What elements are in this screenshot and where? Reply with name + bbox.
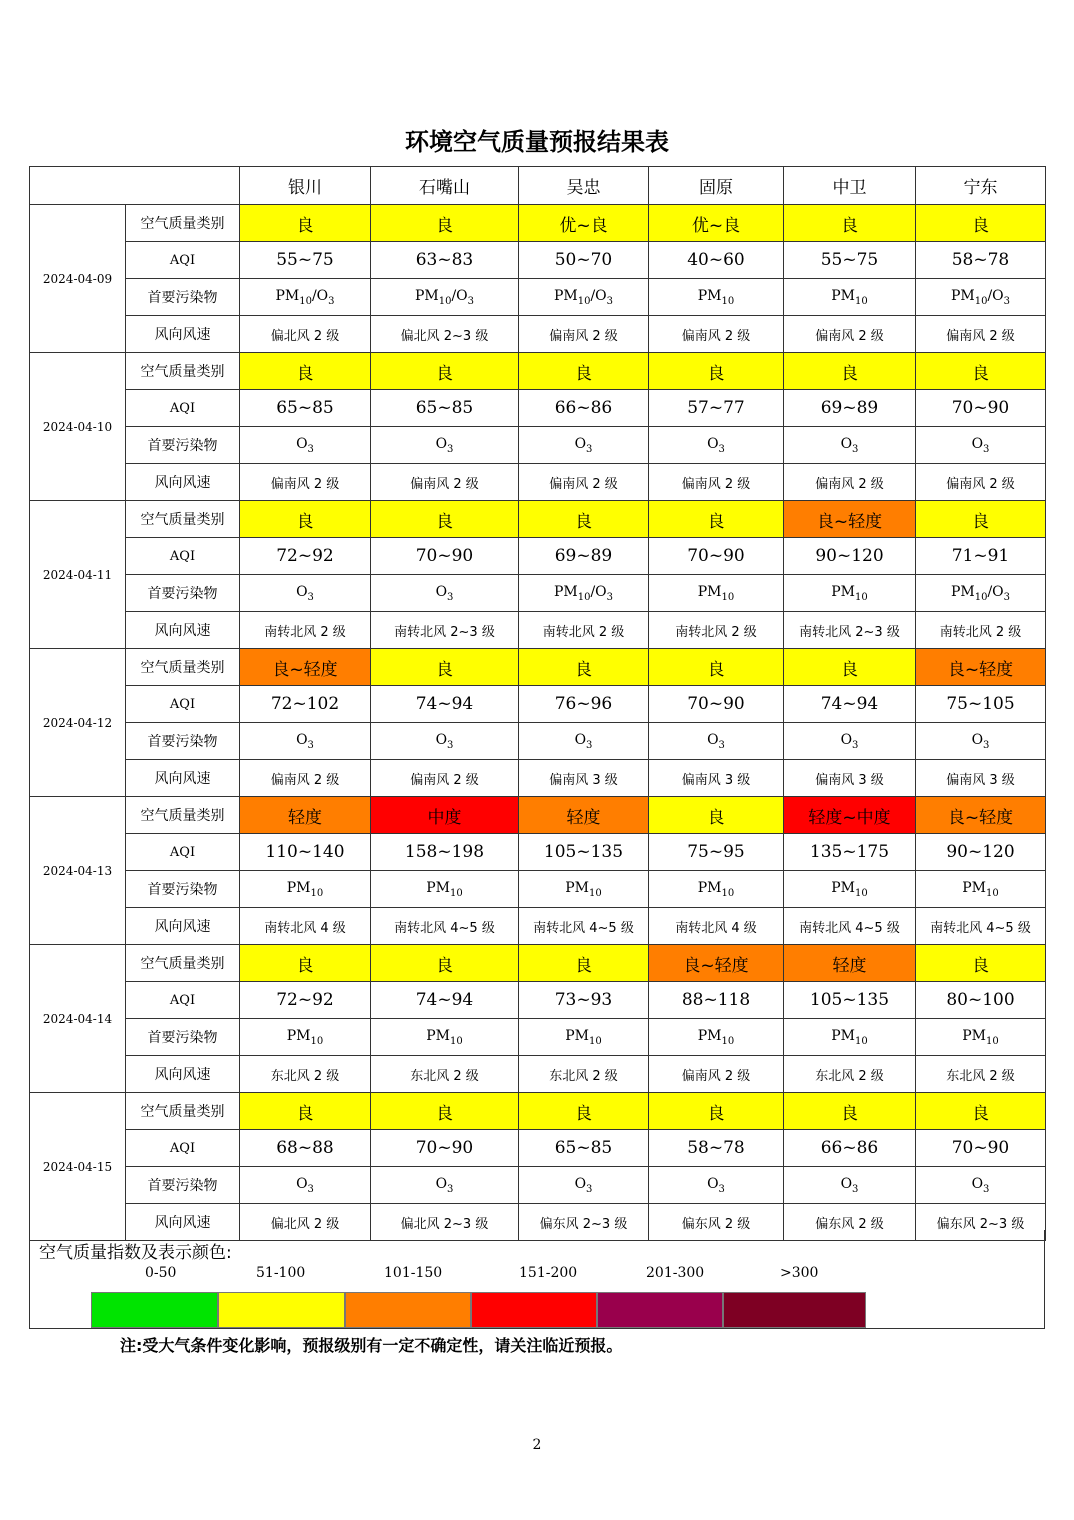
aqi-cell: 73~93 — [519, 982, 649, 1019]
forecast-row — [30, 834, 1046, 871]
aqi-cell: 70~90 — [916, 390, 1046, 427]
aqi-cell: 69~89 — [784, 390, 916, 427]
category-cell: 良 — [916, 945, 1046, 982]
legend-swatch — [471, 1292, 597, 1328]
category-cell: 良 — [240, 1093, 371, 1130]
category-cell: 良 — [784, 1093, 916, 1130]
wind-cell: 偏东风 2~3 级 — [916, 1204, 1046, 1241]
forecast-row — [30, 427, 1046, 464]
city-header: 中卫 — [784, 167, 916, 205]
row-label-pollutant: 首要污染物 — [126, 871, 240, 908]
corner-cell — [30, 167, 240, 205]
wind-cell: 南转北风 4~5 级 — [784, 908, 916, 945]
pollutant-cell: $PM_{10}$ — [916, 871, 1046, 908]
pollutant-cell: $PM_{10}/O_3$ — [519, 575, 649, 612]
legend-range-label: 101-150 — [384, 1265, 443, 1281]
category-cell: 优~良 — [519, 205, 649, 242]
category-cell: 良 — [519, 501, 649, 538]
aqi-cell: 74~94 — [371, 686, 519, 723]
category-cell: 良 — [240, 353, 371, 390]
wind-cell: 南转北风 2~3 级 — [784, 612, 916, 649]
aqi-cell: 65~85 — [240, 390, 371, 427]
forecast-row — [30, 205, 1046, 242]
wind-cell: 南转北风 4~5 级 — [371, 908, 519, 945]
forecast-row — [30, 1093, 1046, 1130]
forecast-row — [30, 279, 1046, 316]
pollutant-cell: $PM_{10}$ — [519, 1019, 649, 1056]
forecast-row — [30, 612, 1046, 649]
category-cell: 良 — [649, 501, 784, 538]
row-label-wind: 风向风速 — [126, 464, 240, 501]
date-cell: 2024-04-09 — [30, 205, 126, 353]
pollutant-cell: $O_3$ — [240, 723, 371, 760]
category-cell: 良 — [519, 353, 649, 390]
aqi-cell: 70~90 — [371, 538, 519, 575]
legend-swatch — [91, 1292, 218, 1328]
pollutant-cell: $O_3$ — [519, 427, 649, 464]
pollutant-cell: $PM_{10}/O_3$ — [371, 279, 519, 316]
date-cell: 2024-04-13 — [30, 797, 126, 945]
row-label-category: 空气质量类别 — [126, 1093, 240, 1130]
wind-cell: 东北风 2 级 — [519, 1056, 649, 1093]
row-label-aqi: AQI — [126, 982, 240, 1019]
row-label-aqi: AQI — [126, 686, 240, 723]
date-cell: 2024-04-12 — [30, 649, 126, 797]
wind-cell: 东北风 2 级 — [371, 1056, 519, 1093]
disclaimer-note: 注:受大气条件变化影响，预报级别有一定不确定性，请关注临近预报。 — [120, 1336, 623, 1355]
aqi-cell: 69~89 — [519, 538, 649, 575]
forecast-row — [30, 1056, 1046, 1093]
wind-cell: 偏北风 2 级 — [240, 1204, 371, 1241]
forecast-row — [30, 1167, 1046, 1204]
aqi-cell: 70~90 — [371, 1130, 519, 1167]
pollutant-cell: $PM_{10}$ — [371, 1019, 519, 1056]
aqi-cell: 158~198 — [371, 834, 519, 871]
category-cell: 良 — [649, 1093, 784, 1130]
legend-swatch — [345, 1292, 471, 1328]
city-header: 石嘴山 — [371, 167, 519, 205]
category-cell: 良~轻度 — [240, 649, 371, 686]
row-label-aqi: AQI — [126, 538, 240, 575]
row-label-wind: 风向风速 — [126, 1056, 240, 1093]
aqi-cell: 135~175 — [784, 834, 916, 871]
row-label-aqi: AQI — [126, 242, 240, 279]
forecast-row — [30, 390, 1046, 427]
category-cell: 良 — [649, 797, 784, 834]
wind-cell: 偏南风 2 级 — [784, 316, 916, 353]
forecast-row — [30, 871, 1046, 908]
category-cell: 良 — [784, 205, 916, 242]
row-label-aqi: AQI — [126, 834, 240, 871]
aqi-cell: 72~92 — [240, 982, 371, 1019]
aqi-cell: 105~135 — [784, 982, 916, 1019]
pollutant-cell: $O_3$ — [916, 1167, 1046, 1204]
row-label-wind: 风向风速 — [126, 908, 240, 945]
forecast-body — [30, 205, 1046, 1241]
wind-cell: 偏南风 2 级 — [371, 464, 519, 501]
category-cell: 优~良 — [649, 205, 784, 242]
city-header: 宁东 — [916, 167, 1046, 205]
forecast-row — [30, 575, 1046, 612]
category-cell: 轻度 — [519, 797, 649, 834]
aqi-cell: 70~90 — [916, 1130, 1046, 1167]
aqi-cell: 65~85 — [519, 1130, 649, 1167]
wind-cell: 偏南风 2 级 — [649, 464, 784, 501]
aqi-cell: 55~75 — [240, 242, 371, 279]
category-cell: 中度 — [371, 797, 519, 834]
category-cell: 良 — [916, 1093, 1046, 1130]
category-cell: 良 — [371, 501, 519, 538]
aqi-cell: 88~118 — [649, 982, 784, 1019]
pollutant-cell: $O_3$ — [784, 427, 916, 464]
forecast-row — [30, 242, 1046, 279]
category-cell: 良 — [371, 1093, 519, 1130]
forecast-table — [29, 166, 1046, 1241]
legend-range-label: 0-50 — [145, 1265, 177, 1281]
forecast-row — [30, 1019, 1046, 1056]
aqi-cell: 66~86 — [784, 1130, 916, 1167]
category-cell: 良 — [519, 945, 649, 982]
row-label-wind: 风向风速 — [126, 1204, 240, 1241]
pollutant-cell: $O_3$ — [784, 1167, 916, 1204]
wind-cell: 偏南风 2 级 — [784, 464, 916, 501]
date-cell: 2024-04-10 — [30, 353, 126, 501]
aqi-cell: 40~60 — [649, 242, 784, 279]
wind-cell: 偏南风 2 级 — [519, 464, 649, 501]
category-cell: 良 — [240, 945, 371, 982]
wind-cell: 偏东风 2 级 — [649, 1204, 784, 1241]
pollutant-cell: $O_3$ — [649, 427, 784, 464]
pollutant-cell: $O_3$ — [916, 723, 1046, 760]
forecast-row — [30, 649, 1046, 686]
forecast-row — [30, 1130, 1046, 1167]
aqi-cell: 75~105 — [916, 686, 1046, 723]
row-label-pollutant: 首要污染物 — [126, 723, 240, 760]
aqi-cell: 68~88 — [240, 1130, 371, 1167]
category-cell: 良~轻度 — [649, 945, 784, 982]
row-label-wind: 风向风速 — [126, 760, 240, 797]
wind-cell: 南转北风 4 级 — [649, 908, 784, 945]
wind-cell: 偏南风 2 级 — [916, 316, 1046, 353]
pollutant-cell: $PM_{10}$ — [649, 279, 784, 316]
row-label-pollutant: 首要污染物 — [126, 279, 240, 316]
legend-swatch — [597, 1292, 723, 1328]
forecast-row — [30, 316, 1046, 353]
aqi-cell: 58~78 — [649, 1130, 784, 1167]
pollutant-cell: $O_3$ — [649, 1167, 784, 1204]
wind-cell: 南转北风 2 级 — [916, 612, 1046, 649]
wind-cell: 南转北风 4~5 级 — [519, 908, 649, 945]
date-cell: 2024-04-14 — [30, 945, 126, 1093]
wind-cell: 南转北风 2 级 — [519, 612, 649, 649]
pollutant-cell: $O_3$ — [916, 427, 1046, 464]
pollutant-cell: $PM_{10}$ — [784, 575, 916, 612]
pollutant-cell: $O_3$ — [519, 1167, 649, 1204]
forecast-row — [30, 723, 1046, 760]
pollutant-cell: $O_3$ — [649, 723, 784, 760]
pollutant-cell: $O_3$ — [240, 427, 371, 464]
pollutant-cell: $PM_{10}$ — [784, 279, 916, 316]
forecast-row — [30, 945, 1046, 982]
category-cell: 良 — [371, 945, 519, 982]
wind-cell: 偏南风 3 级 — [916, 760, 1046, 797]
wind-cell: 偏南风 2 级 — [519, 316, 649, 353]
legend-swatch — [218, 1292, 345, 1328]
aqi-cell: 74~94 — [371, 982, 519, 1019]
wind-cell: 偏南风 2 级 — [916, 464, 1046, 501]
forecast-row — [30, 686, 1046, 723]
city-header: 固原 — [649, 167, 784, 205]
aqi-cell: 75~95 — [649, 834, 784, 871]
aqi-cell: 57~77 — [649, 390, 784, 427]
category-cell: 良 — [649, 649, 784, 686]
wind-cell: 偏东风 2 级 — [784, 1204, 916, 1241]
city-header: 银川 — [240, 167, 371, 205]
row-label-category: 空气质量类别 — [126, 501, 240, 538]
aqi-cell: 80~100 — [916, 982, 1046, 1019]
forecast-row — [30, 464, 1046, 501]
category-cell: 轻度 — [784, 945, 916, 982]
pollutant-cell: $PM_{10}$ — [649, 1019, 784, 1056]
pollutant-cell: $PM_{10}$ — [519, 871, 649, 908]
pollutant-cell: $O_3$ — [371, 427, 519, 464]
aqi-cell: 72~102 — [240, 686, 371, 723]
aqi-cell: 70~90 — [649, 538, 784, 575]
pollutant-cell: $PM_{10}$ — [240, 1019, 371, 1056]
wind-cell: 偏南风 3 级 — [519, 760, 649, 797]
aqi-cell: 71~91 — [916, 538, 1046, 575]
pollutant-cell: $PM_{10}/O_3$ — [916, 575, 1046, 612]
wind-cell: 偏北风 2 级 — [240, 316, 371, 353]
category-cell: 良 — [784, 353, 916, 390]
category-cell: 良 — [784, 649, 916, 686]
forecast-row — [30, 538, 1046, 575]
forecast-row — [30, 982, 1046, 1019]
date-cell: 2024-04-11 — [30, 501, 126, 649]
category-cell: 良 — [371, 649, 519, 686]
page-title: 环境空气质量预报结果表 — [405, 128, 669, 156]
legend-title: 空气质量指数及表示颜色: — [39, 1243, 232, 1263]
pollutant-cell: $O_3$ — [519, 723, 649, 760]
pollutant-cell: $PM_{10}$ — [649, 575, 784, 612]
aqi-cell: 63~83 — [371, 242, 519, 279]
row-label-aqi: AQI — [126, 1130, 240, 1167]
wind-cell: 南转北风 2~3 级 — [371, 612, 519, 649]
wind-cell: 偏南风 3 级 — [649, 760, 784, 797]
category-cell: 轻度 — [240, 797, 371, 834]
wind-cell: 偏南风 2 级 — [240, 464, 371, 501]
wind-cell: 偏南风 2 级 — [371, 760, 519, 797]
row-label-category: 空气质量类别 — [126, 945, 240, 982]
city-header: 吴忠 — [519, 167, 649, 205]
wind-cell: 南转北风 2 级 — [649, 612, 784, 649]
category-cell: 良 — [240, 205, 371, 242]
category-cell: 良~轻度 — [916, 797, 1046, 834]
pollutant-cell: $PM_{10}$ — [916, 1019, 1046, 1056]
wind-cell: 东北风 2 级 — [240, 1056, 371, 1093]
aqi-cell: 65~85 — [371, 390, 519, 427]
pollutant-cell: $O_3$ — [371, 723, 519, 760]
category-cell: 良 — [371, 205, 519, 242]
aqi-cell: 58~78 — [916, 242, 1046, 279]
aqi-cell: 76~96 — [519, 686, 649, 723]
page-number: 2 — [532, 1437, 542, 1453]
row-label-category: 空气质量类别 — [126, 205, 240, 242]
category-cell: 良 — [649, 353, 784, 390]
wind-cell: 东北风 2 级 — [784, 1056, 916, 1093]
pollutant-cell: $PM_{10}$ — [784, 871, 916, 908]
wind-cell: 南转北风 4 级 — [240, 908, 371, 945]
row-label-wind: 风向风速 — [126, 612, 240, 649]
row-label-pollutant: 首要污染物 — [126, 1167, 240, 1204]
forecast-row — [30, 353, 1046, 390]
wind-cell: 偏南风 3 级 — [784, 760, 916, 797]
forecast-row — [30, 797, 1046, 834]
category-cell: 良 — [519, 649, 649, 686]
aqi-cell: 90~120 — [916, 834, 1046, 871]
row-label-category: 空气质量类别 — [126, 797, 240, 834]
legend-swatch — [723, 1292, 866, 1328]
pollutant-cell: $PM_{10}$ — [784, 1019, 916, 1056]
row-label-wind: 风向风速 — [126, 316, 240, 353]
forecast-row — [30, 760, 1046, 797]
aqi-cell: 70~90 — [649, 686, 784, 723]
legend-range-label: >300 — [780, 1265, 819, 1281]
aqi-cell: 90~120 — [784, 538, 916, 575]
forecast-row — [30, 501, 1046, 538]
category-cell: 良 — [371, 353, 519, 390]
pollutant-cell: $O_3$ — [240, 575, 371, 612]
aqi-cell: 72~92 — [240, 538, 371, 575]
category-cell: 良~轻度 — [916, 649, 1046, 686]
category-cell: 良 — [240, 501, 371, 538]
wind-cell: 偏北风 2~3 级 — [371, 1204, 519, 1241]
aqi-cell: 74~94 — [784, 686, 916, 723]
wind-cell: 偏南风 2 级 — [649, 316, 784, 353]
aqi-cell: 66~86 — [519, 390, 649, 427]
pollutant-cell: $PM_{10}/O_3$ — [916, 279, 1046, 316]
wind-cell: 偏北风 2~3 级 — [371, 316, 519, 353]
pollutant-cell: $O_3$ — [240, 1167, 371, 1204]
wind-cell: 偏南风 2 级 — [240, 760, 371, 797]
wind-cell: 南转北风 4~5 级 — [916, 908, 1046, 945]
pollutant-cell: $PM_{10}/O_3$ — [240, 279, 371, 316]
row-label-pollutant: 首要污染物 — [126, 1019, 240, 1056]
category-cell: 轻度~中度 — [784, 797, 916, 834]
row-label-aqi: AQI — [126, 390, 240, 427]
legend-range-label: 201-300 — [646, 1265, 705, 1281]
pollutant-cell: $PM_{10}$ — [371, 871, 519, 908]
pollutant-cell: $O_3$ — [371, 575, 519, 612]
wind-cell: 东北风 2 级 — [916, 1056, 1046, 1093]
pollutant-cell: $PM_{10}$ — [240, 871, 371, 908]
category-cell: 良 — [519, 1093, 649, 1130]
wind-cell: 偏南风 2 级 — [649, 1056, 784, 1093]
row-label-pollutant: 首要污染物 — [126, 427, 240, 464]
wind-cell: 偏东风 2~3 级 — [519, 1204, 649, 1241]
row-label-pollutant: 首要污染物 — [126, 575, 240, 612]
pollutant-cell: $O_3$ — [784, 723, 916, 760]
aqi-cell: 110~140 — [240, 834, 371, 871]
category-cell: 良 — [916, 353, 1046, 390]
aqi-cell: 105~135 — [519, 834, 649, 871]
category-cell: 良~轻度 — [784, 501, 916, 538]
legend-range-label: 151-200 — [519, 1265, 578, 1281]
row-label-category: 空气质量类别 — [126, 649, 240, 686]
legend-range-label: 51-100 — [256, 1265, 306, 1281]
date-cell: 2024-04-15 — [30, 1093, 126, 1241]
wind-cell: 南转北风 2 级 — [240, 612, 371, 649]
pollutant-cell: $PM_{10}$ — [649, 871, 784, 908]
category-cell: 良 — [916, 205, 1046, 242]
aqi-cell: 55~75 — [784, 242, 916, 279]
pollutant-cell: $O_3$ — [371, 1167, 519, 1204]
header-row — [30, 167, 1046, 205]
pollutant-cell: $PM_{10}/O_3$ — [519, 279, 649, 316]
forecast-row — [30, 908, 1046, 945]
aqi-cell: 50~70 — [519, 242, 649, 279]
row-label-category: 空气质量类别 — [126, 353, 240, 390]
category-cell: 良 — [916, 501, 1046, 538]
